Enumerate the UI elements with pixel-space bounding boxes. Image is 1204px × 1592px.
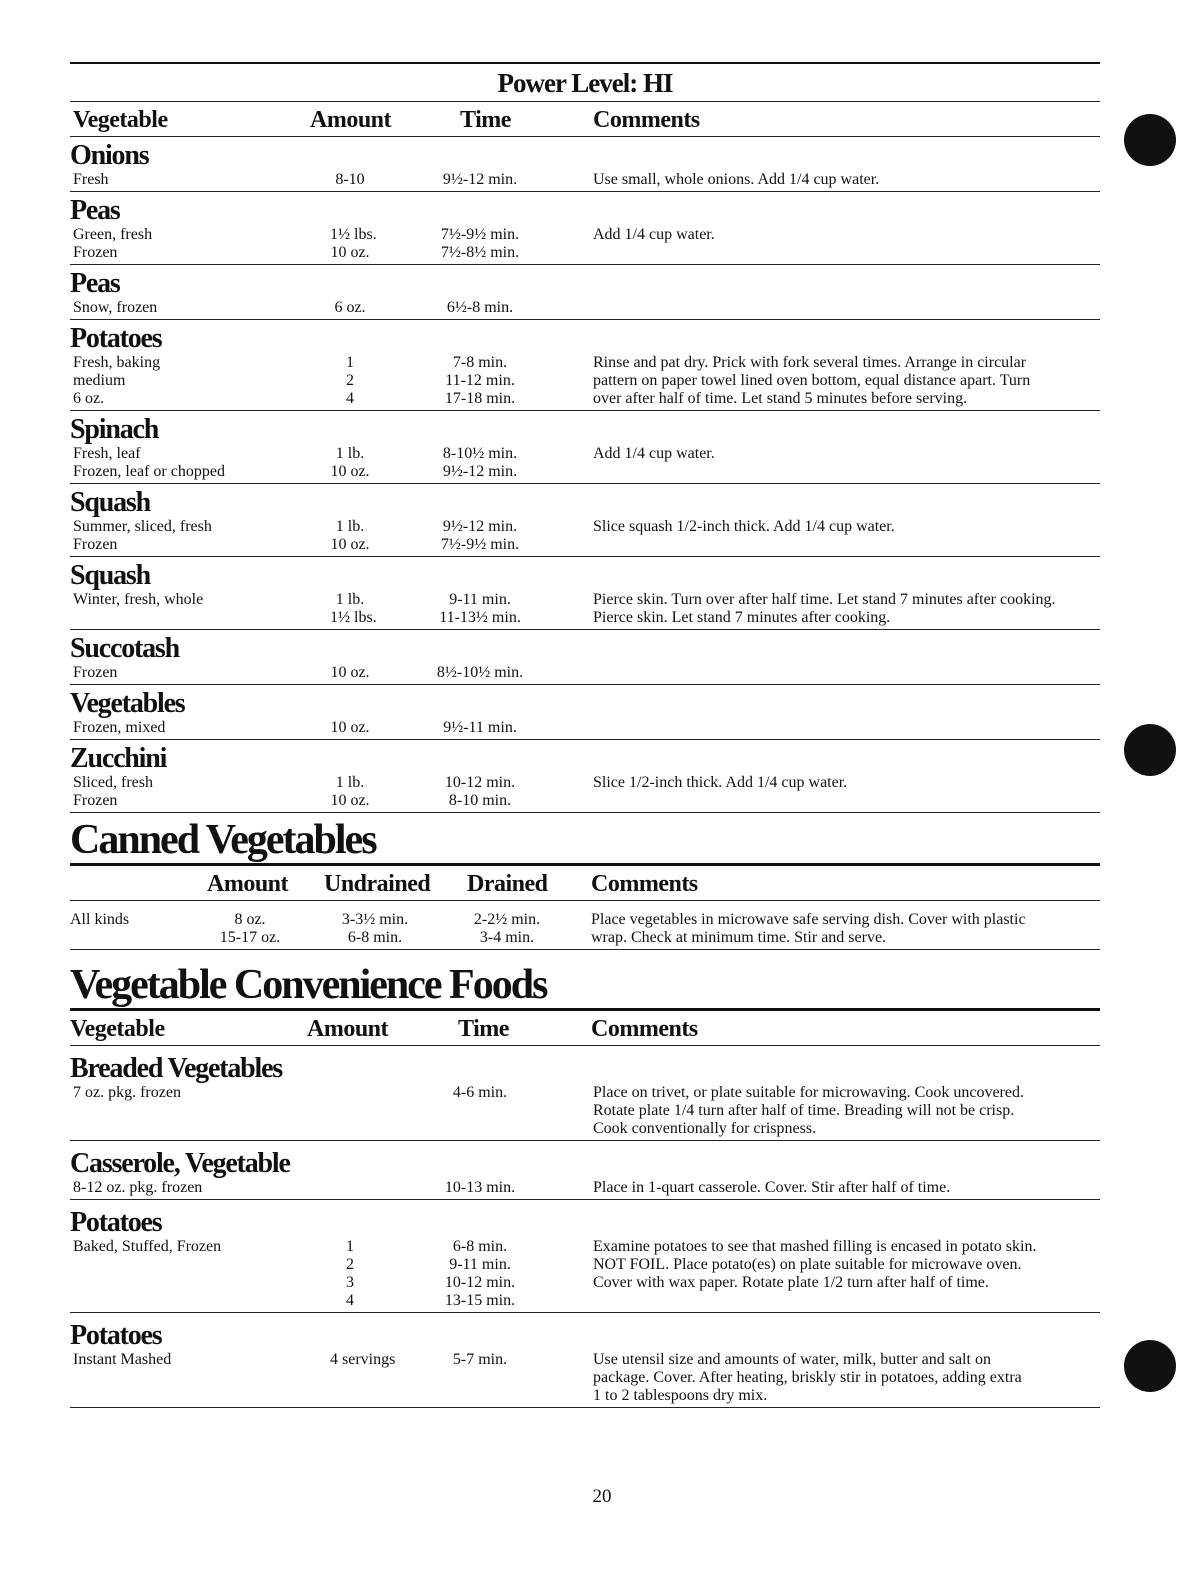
cell-comments: Place on trivet, or plate suitable for microwaving. Cook uncovered.: [593, 1084, 1024, 1101]
header-vegetable: Vegetable: [73, 107, 168, 133]
cell-time: 9½-12 min.: [442, 518, 518, 535]
vegetable-section: [70, 630, 1100, 685]
section-title: Potatoes: [70, 1207, 162, 1238]
cell-amount: 1: [346, 354, 354, 371]
table-row: [70, 1102, 1100, 1120]
table-row: [70, 719, 1100, 737]
table-row: [70, 1292, 1100, 1310]
vegetable-section: [70, 1313, 1100, 1408]
cell-time: 7-8 min.: [452, 354, 508, 371]
vegetable-section: [70, 411, 1100, 484]
cell-time: 10-12 min.: [444, 1274, 516, 1291]
section-title: Spinach: [70, 414, 159, 445]
table-row: [70, 609, 1100, 627]
cell-vegetable: All kinds: [70, 911, 130, 928]
cell-vegetable: Frozen, mixed: [73, 719, 166, 736]
cell-time: 9-11 min.: [449, 1256, 511, 1273]
table1-header: [70, 102, 1100, 136]
table-row: [70, 299, 1100, 317]
table-row: [70, 1120, 1100, 1138]
table-row: [70, 1387, 1100, 1405]
table-row: [70, 1179, 1100, 1197]
canned-title: Canned Vegetables: [70, 817, 376, 863]
cell-vegetable: Fresh, baking: [73, 354, 161, 371]
cell-time: 9½-12 min.: [442, 171, 518, 188]
section-title: Squash: [70, 487, 150, 518]
section-title: Onions: [70, 140, 149, 171]
cell-comments: Rotate plate 1/4 turn after half of time. Breading will not be crisp.: [593, 1102, 1015, 1119]
cell-amount: 10 oz.: [330, 719, 370, 736]
vegetable-table: [70, 137, 1100, 813]
cell-vegetable: Fresh: [73, 171, 109, 188]
cell-vegetable: Sliced, fresh: [73, 774, 153, 791]
cell-comments: Examine potatoes to see that mashed filling is encased in potato skin.: [593, 1238, 1037, 1255]
cell-vegetable: Summer, sliced, fresh: [73, 518, 212, 535]
vegetable-section: [70, 685, 1100, 740]
header-vegetable: Vegetable: [70, 1016, 165, 1042]
table-row: [70, 463, 1100, 481]
cell-amount: 1 lb.: [335, 774, 365, 791]
table-row: [70, 792, 1100, 810]
table-row: [70, 226, 1100, 244]
table-row: [70, 911, 1100, 929]
vegetable-section: [70, 265, 1100, 320]
cell-vegetable: Baked, Stuffed, Frozen: [73, 1238, 222, 1255]
cell-amount: 10 oz.: [330, 664, 370, 681]
cell-comments: Pierce skin. Turn over after half time. Let stand 7 minutes after cooking.: [593, 591, 1056, 608]
page-content: [70, 0, 1100, 1408]
table-row: [70, 1369, 1100, 1387]
table-row: [70, 929, 1100, 947]
header-amount: Amount: [310, 107, 392, 133]
cell-amount: 4: [346, 1292, 354, 1309]
vegetable-section: [70, 1200, 1100, 1313]
section-title: Peas: [70, 195, 120, 226]
cell-amount: 15-17 oz.: [219, 929, 281, 946]
header-amount: Amount: [307, 1016, 389, 1042]
cell-time: 9½-12 min.: [442, 463, 518, 480]
page-number: 20: [592, 1486, 612, 1507]
cell-vegetable: Frozen: [73, 536, 118, 553]
header-comments: Comments: [591, 871, 698, 897]
table-row: [70, 171, 1100, 189]
section-title: Potatoes: [70, 1320, 162, 1351]
binder-hole-middle: [1124, 724, 1176, 776]
cell-amount: 6 oz.: [334, 299, 366, 316]
cell-time: 8½-10½ min.: [436, 664, 524, 681]
cell-comments: Cook conventionally for crispness.: [593, 1120, 817, 1137]
cell-amount: 2: [346, 372, 354, 389]
header-undrained: Undrained: [324, 871, 431, 897]
table-row: [70, 1238, 1100, 1256]
cell-drained: 3-4 min.: [479, 929, 535, 946]
table-row: [70, 244, 1100, 262]
cell-time: 11-13½ min.: [439, 609, 521, 626]
vegetable-section: [70, 740, 1100, 813]
cell-amount: 4: [346, 390, 354, 407]
cell-comments: Use utensil size and amounts of water, milk, butter and salt on: [593, 1351, 991, 1368]
cell-comments: 1 to 2 tablespoons dry mix.: [593, 1387, 768, 1404]
cell-amount: 8 oz.: [234, 911, 266, 928]
table-row: [70, 1274, 1100, 1292]
cell-vegetable: Frozen, leaf or chopped: [73, 463, 225, 480]
cell-amount: 10 oz.: [330, 463, 370, 480]
cell-comments: Add 1/4 cup water.: [593, 445, 715, 462]
cell-vegetable: Frozen: [73, 792, 118, 809]
cell-amount: 10 oz.: [330, 792, 370, 809]
cell-vegetable: 6 oz.: [73, 390, 105, 407]
cell-vegetable: Snow, frozen: [73, 299, 158, 316]
cell-amount: 1 lb.: [335, 445, 365, 462]
header-time: Time: [458, 1016, 509, 1042]
table-row: [70, 664, 1100, 682]
section-title: Casserole, Vegetable: [70, 1148, 290, 1179]
cell-time: 11-12 min.: [445, 372, 515, 389]
header-amount: Amount: [207, 871, 289, 897]
cell-amount: 8-10: [335, 171, 365, 188]
cell-drained: 2-2½ min.: [473, 911, 541, 928]
cell-time: 7½-9½ min.: [440, 226, 520, 243]
cell-comments: NOT FOIL. Place potato(es) on plate suitable for microwave oven.: [593, 1256, 1022, 1273]
section-title: Vegetables: [70, 688, 185, 719]
cell-undrained: 6-8 min.: [347, 929, 403, 946]
binder-hole-bottom: [1124, 1340, 1176, 1392]
cell-amount: 3: [346, 1274, 354, 1291]
cell-comments: package. Cover. After heating, briskly stir in potatoes, adding extra: [593, 1369, 1022, 1386]
table-row: [70, 354, 1100, 372]
cell-time: 5-7 min.: [452, 1351, 508, 1368]
cell-time: 9½-11 min.: [443, 719, 517, 736]
power-level-heading: Power Level: HI: [497, 68, 673, 98]
vegetable-section: [70, 320, 1100, 411]
table-row: [70, 372, 1100, 390]
canned-table: [70, 901, 1100, 947]
cell-time: 6½-8 min.: [446, 299, 514, 316]
section-title: Succotash: [70, 633, 179, 664]
cell-vegetable: Instant Mashed: [73, 1351, 172, 1368]
vegetable-section: [70, 137, 1100, 192]
cell-comments: Pierce skin. Let stand 7 minutes after cooking.: [593, 609, 891, 626]
table-row: [70, 774, 1100, 792]
cell-vegetable: Green, fresh: [73, 226, 153, 243]
binder-hole-top: [1124, 114, 1176, 166]
section-title: Breaded Vegetables: [70, 1053, 282, 1084]
cell-vegetable: Frozen: [73, 664, 118, 681]
canned-header: [70, 866, 1100, 900]
cell-comments: wrap. Check at minimum time. Stir and serve.: [591, 929, 887, 946]
header-comments: Comments: [593, 107, 700, 133]
cell-comments: Rinse and pat dry. Prick with fork several times. Arrange in circular: [593, 354, 1027, 371]
cell-time: 8-10½ min.: [442, 445, 518, 462]
vegetable-section: [70, 484, 1100, 557]
section-title: Zucchini: [70, 743, 167, 774]
table-row: [70, 1351, 1100, 1369]
cell-amount: 4 servings: [330, 1351, 396, 1368]
cell-amount: 10 oz.: [330, 536, 370, 553]
vegetable-section: [70, 192, 1100, 265]
convenience-title: Vegetable Convenience Foods: [70, 962, 547, 1008]
cell-comments: Place in 1-quart casserole. Cover. Stir after half of time.: [593, 1179, 951, 1196]
cell-vegetable: Winter, fresh, whole: [73, 591, 204, 608]
convenience-header: [70, 1011, 1100, 1045]
header-drained: Drained: [467, 871, 548, 897]
cell-comments: Cover with wax paper. Rotate plate 1/2 turn after half of time.: [593, 1274, 989, 1291]
cell-amount: 10 oz.: [330, 244, 370, 261]
cell-vegetable: Fresh, leaf: [73, 445, 141, 462]
cell-time: 4-6 min.: [452, 1084, 508, 1101]
header-comments: Comments: [591, 1016, 698, 1042]
cell-vegetable: 7 oz. pkg. frozen: [73, 1084, 181, 1101]
cell-vegetable: Frozen: [73, 244, 118, 261]
cell-comments: pattern on paper towel lined oven bottom, equal distance apart. Turn: [593, 372, 1031, 389]
cell-time: 8-10 min.: [448, 792, 512, 809]
vegetable-section: [70, 1046, 1100, 1141]
cell-comments: Add 1/4 cup water.: [593, 226, 715, 243]
cell-time: 10-13 min.: [444, 1179, 516, 1196]
cell-comments: over after half of time. Let stand 5 minutes before serving.: [593, 390, 968, 407]
table-row: [70, 390, 1100, 408]
cell-time: 9-11 min.: [449, 591, 511, 608]
vegetable-section: [70, 1141, 1100, 1200]
cell-comments: Slice squash 1/2-inch thick. Add 1/4 cup water.: [593, 518, 895, 535]
cell-time: 7½-9½ min.: [440, 536, 520, 553]
table-row: [70, 445, 1100, 463]
table-row: [70, 591, 1100, 609]
cell-time: 13-15 min.: [444, 1292, 516, 1309]
table-row: [70, 518, 1100, 536]
cell-time: 6-8 min.: [452, 1238, 508, 1255]
cell-amount: 1½ lbs.: [330, 226, 377, 243]
cell-amount: 2: [346, 1256, 354, 1273]
convenience-table: [70, 1046, 1100, 1408]
cell-comments: Use small, whole onions. Add 1/4 cup water.: [593, 171, 880, 188]
cell-time: 7½-8½ min.: [440, 244, 520, 261]
section-title: Potatoes: [70, 323, 162, 354]
cell-vegetable: 8-12 oz. pkg. frozen: [73, 1179, 203, 1196]
cell-amount: 1 lb.: [335, 518, 365, 535]
cell-comments: Slice 1/2-inch thick. Add 1/4 cup water.: [593, 774, 848, 791]
cell-time: 10-12 min.: [444, 774, 516, 791]
cell-undrained: 3-3½ min.: [341, 911, 409, 928]
cell-amount: 1 lb.: [335, 591, 365, 608]
table-row: [70, 1084, 1100, 1102]
cell-comments: Place vegetables in microwave safe serving dish. Cover with plastic: [591, 911, 1026, 928]
cell-amount: 1: [346, 1238, 354, 1255]
section-title: Peas: [70, 268, 120, 299]
header-time: Time: [460, 107, 511, 133]
table-row: [70, 1256, 1100, 1274]
vegetable-section: [70, 557, 1100, 630]
section-title: Squash: [70, 560, 150, 591]
cell-time: 17-18 min.: [444, 390, 516, 407]
cell-amount: 1½ lbs.: [330, 609, 377, 626]
cell-vegetable: medium: [73, 372, 126, 389]
table-row: [70, 536, 1100, 554]
